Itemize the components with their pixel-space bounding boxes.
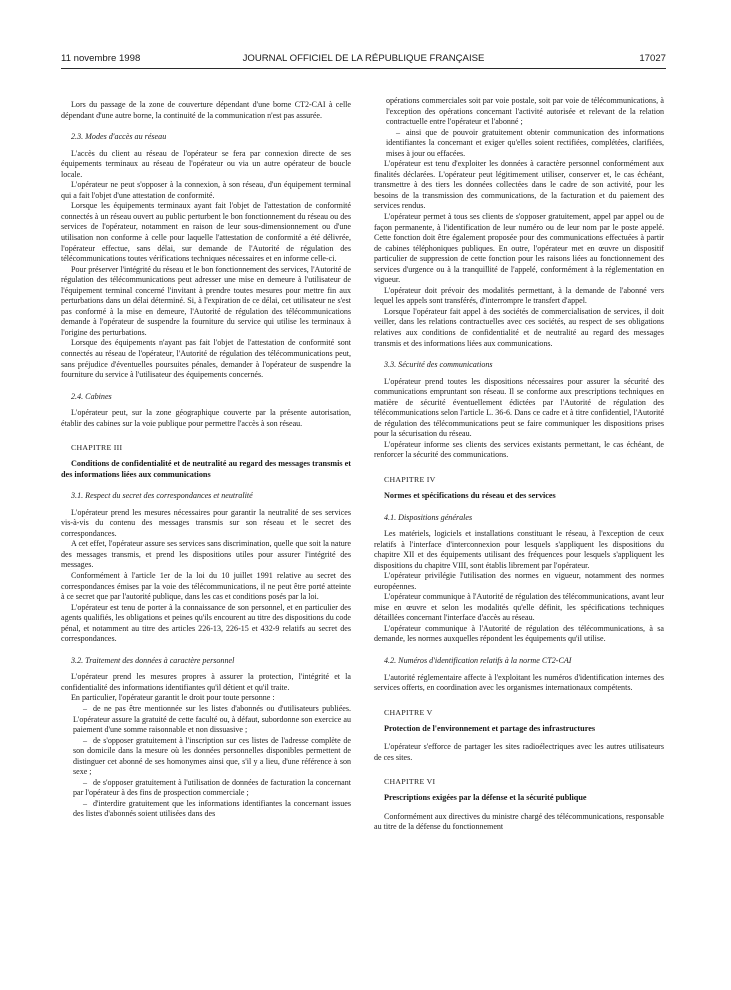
paragraph: L'opérateur est tenu d'exploiter les données à caractère personnel conformément aux finalités déclarées. L'opérateur peut légitimement utiliser, conserver et, le cas échéant, transmettre à des tiers les données collectées dans le cadre de son activité, pour les besoins de la transmission des communications, de la facturation et du paiement des services rendus. [374, 159, 664, 211]
paragraph: Pour préserver l'intégrité du réseau et le bon fonctionnement des services, l'Autorité de régulation des télécommunications peut adresser une mise en demeure à l'utilisateur de l'équipement terminal concerné l'invitant à prendre toutes mesures pour mettre fin aux perturbations dans un délai déterminé. Si, à l'expiration de ce délai, cet utilisateur ne s'est pas conformé à la mise en demeure, l'Autorité de régulation des télécommunications demande à l'opérateur de suspendre la fourniture du service qui utilise les terminaux à l'origine des perturbations. [61, 264, 351, 337]
paragraph: L'opérateur prend les mesures nécessaires pour garantir la neutralité de ses services vis-à-vis du contenu des messages transmis sur son réseau et le secret des correspondances. [61, 507, 351, 538]
paragraph: L'opérateur privilégie l'utilisation des normes en vigueur, notamment des normes européennes. [374, 571, 664, 591]
paragraph: L'opérateur peut, sur la zone géographique couverte par la présente autorisation, établir des cabines sur la voie publique pour permettre l'accès à son réseau. [61, 408, 351, 428]
list-item [374, 128, 664, 160]
list-item [61, 799, 351, 820]
chapter-title: Prescriptions exigées par la défense et la sécurité publique [384, 793, 587, 803]
section-heading: 2.3. Modes d'accès au réseau [71, 132, 167, 142]
paragraph: L'opérateur permet à tous ses clients de s'opposer gratuitement, appel par appel ou de façon permanente, à l'identification de leur numéro ou de leur nom par le poste appelé. Cette fonction doit être également proposée pour des communications effectuées à partir de cabines téléphoniques publiques. En outre, l'opérateur met en œuvre un dispositif particulier de suppression de cette fonction pour les raisons liées au fonctionnement des services d'urgence ou à la tranquillité de l'appelé, conformément à la réglementation en vigueur. [374, 212, 664, 285]
header-title: JOURNAL OFFICIEL DE LA RÉPUBLIQUE FRANÇAISE [242, 53, 485, 64]
header-page-number: 17027 [639, 53, 666, 64]
paragraph: Lorsque des équipements n'ayant pas fait l'objet de l'attestation de conformité sont connectés au réseau de l'opérateur, l'Autorité de régulation des télécommunications peut, sans préjudice d'éventuelles poursuites pénales, demander à l'opérateur de suspendre la fourniture du service à l'utilisateur des équipements concernés. [61, 338, 351, 380]
dash-bullet: – [396, 127, 401, 137]
dash-bullet: – [83, 735, 88, 745]
dash-bullet: – [83, 703, 88, 713]
list-item-text: d'interdire gratuitement que les informations identifiantes la concernant issues des listes d'abonnés soient utilisées dans des [73, 798, 351, 819]
paragraph: L'accès du client au réseau de l'opérateur se fera par connexion directe de ses équipements terminaux au réseau de l'opérateur ou via un autre opérateur de boucle locale. [61, 148, 351, 179]
paragraph: L'opérateur communique à l'Autorité de régulation des télécommunications, avant leur mise en œuvre et selon les modalités qu'elle définit, les spécifications techniques détaillées concernant l'interface d'accès au réseau. [374, 592, 664, 623]
chapter-title: Conditions de confidentialité et de neutralité au regard des messages transmis et des informations liées aux communications [61, 459, 351, 479]
list-item-text: de ne pas être mentionnée sur les listes d'abonnés ou d'utilisateurs publiées. L'opérateur assure la gratuité de cette faculté ou, à défaut, subordonne son exercice au paiement d'une somme raisonnable et non dissuasive ; [73, 703, 351, 735]
section-heading: 2.4. Cabines [71, 391, 112, 401]
chapter-label: CHAPITRE III [71, 443, 123, 453]
paragraph: Lorsque les équipements terminaux ayant fait l'objet de l'attestation de conformité connectés à un réseau ouvert au public perturbent le bon fonctionnement du réseau ou des services de l'opérateur, notamment en raison de leur sous-dimensionnement ou d'une utilisation non conforme à celle pour laquelle l'attestation de conformité a été délivrée, l'opérateur effectue, sans délai, sur demande de l'Autorité de régulation des télécommunications toutes vérifications techniques nécessaires et en informe celle-ci. [61, 201, 351, 264]
paragraph: En particulier, l'opérateur garantit le droit pour toute personne : [71, 693, 275, 703]
list-item-text: de s'opposer gratuitement à l'utilisation de données de facturation la concernant par l'opérateur à des fins de prospection commerciale ; [73, 777, 351, 798]
section-heading: 3.3. Sécurité des communications [384, 360, 493, 370]
paragraph: A cet effet, l'opérateur assure ses services sans discrimination, quelle que soit la nature des messages transmis, et prend les dispositions utiles pour assurer l'intégrité des messages. [61, 539, 351, 570]
paragraph: L'opérateur s'efforce de partager les sites radioélectriques avec les autres utilisateurs de ces sites. [374, 742, 664, 762]
chapter-title: Protection de l'environnement et partage des infrastructures [384, 723, 596, 733]
list-item-continuation: opérations commerciales soit par voie postale, soit par voie de télécommunications, à l'exception des opérations concernant l'activité autorisée et relevant de la relation contractuelle entre l'opérateur et l'abonné ; [386, 96, 664, 127]
paragraph: L'opérateur est tenu de porter à la connaissance de son personnel, et en particulier des agents qualifiés, les obligations et peines qu'ils encourent au titre des dispositions du code pénal, et notamment au titre des articles 226-13, 226-15 et 432-9 relatifs au secret des correspondances. [61, 602, 351, 644]
list-item [61, 704, 351, 736]
list-item-text: ainsi que de pouvoir gratuitement obtenir communication des informations identifiantes la concernant et exiger qu'elles soient rectifiées, complétées, clarifiées, mises à jour ou effacées. [386, 127, 664, 158]
paragraph: L'autorité réglementaire affecte à l'exploitant les numéros d'identification internes des services offerts, en coordination avec les organismes internationaux compétents. [374, 672, 664, 693]
paragraph: L'opérateur ne peut s'opposer à la connexion, à son réseau, d'un équipement terminal qui a fait l'objet d'une attestation de conformité. [61, 180, 351, 200]
paragraph: L'opérateur prend toutes les dispositions nécessaires pour assurer la sécurité des communications empruntant son réseau. Il se conforme aux prescriptions techniques en matière de sécurité éventuellement édictées par l'Autorité de régulation des télécommunications selon l'article L. 36-6. Dans ce cadre et à titre confidentiel, l'Autorité de régulation des télécommunications peut se faire communiquer les dispositions prises pour la sécurisation du réseau. [374, 376, 664, 439]
list-item-text: de s'opposer gratuitement à l'inscription sur ces listes de l'adresse complète de son domicile dans la mesure où les données personnelles disponibles permettent de distinguer cet abonné de ses homonymes ainsi que, s'il y a lieu, d'une référence à son sexe ; [73, 735, 351, 777]
header-rule [61, 68, 666, 69]
dash-bullet: – [83, 777, 88, 787]
list-item [61, 778, 351, 799]
paragraph: L'opérateur informe ses clients des services existants permettant, le cas échéant, de renforcer la sécurité des communications. [374, 439, 664, 460]
paragraph: L'opérateur prend les mesures propres à assurer la protection, l'intégrité et la confidentialité des informations identifiantes qu'il détient et qu'il traite. [61, 672, 351, 692]
paragraph: Lors du passage de la zone de couverture dépendant d'une borne CT2-CAI à celle dépendant d'une autre borne, la continuité de la communication n'est pas assurée. [61, 100, 351, 120]
chapter-label: CHAPITRE V [384, 707, 433, 717]
right-column [374, 96, 664, 966]
section-heading: 3.2. Traitement des données à caractère personnel [71, 655, 235, 665]
dash-bullet: – [83, 798, 88, 808]
header-date: 11 novembre 1998 [61, 53, 141, 64]
left-column [61, 100, 351, 970]
paragraph: Conformément à l'article 1er de la loi du 10 juillet 1991 relative au secret des correspondances émises par la voie des télécommunications, il ne peut être porté atteinte à ce secret que par l'autorité publique, dans les cas et conditions posés par la loi. [61, 571, 351, 602]
page-header [61, 53, 666, 69]
paragraph: L'opérateur communique à l'Autorité de régulation des télécommunications, à sa demande, les normes auxquelles répondent les équipements qu'il utilise. [374, 623, 664, 644]
section-heading: 4.2. Numéros d'identification relatifs à la norme CT2-CAI [384, 656, 572, 666]
list-item [61, 736, 351, 778]
paragraph: L'opérateur doit prévoir des modalités permettant, à la demande de l'abonné vers lequel les appels sont transférés, d'interrompre le transfert d'appel. [374, 285, 664, 306]
paragraph: Conformément aux directives du ministre chargé des télécommunications, responsable au titre de la défense du fonctionnement [374, 811, 664, 832]
chapter-title: Normes et spécifications du réseau et des services [384, 491, 556, 500]
paragraph: Lorsque l'opérateur fait appel à des sociétés de commercialisation de services, il doit veiller, dans les relations contractuelles avec ces sociétés, au respect de ses obligations relatives aux conditions de confidentialité et de neutralité au regard des messages transmis et des informations liées aux communications. [374, 306, 664, 348]
chapter-label: CHAPITRE IV [384, 475, 436, 484]
chapter-label: CHAPITRE VI [384, 777, 436, 787]
section-heading: 3.1. Respect du secret des correspondances et neutralité [71, 491, 253, 501]
paragraph: Les matériels, logiciels et installations constituant le réseau, à l'exception de ceux relatifs à l'interface d'interconnexion pour lesquels s'appliquent les dispositions du chapitre XII et des équipements utilisant des fréquences pour lesquels s'appliquent les dispositions du chapitre VIII, sont établis librement par l'opérateur. [374, 529, 664, 570]
section-heading: 4.1. Dispositions générales [384, 512, 473, 522]
